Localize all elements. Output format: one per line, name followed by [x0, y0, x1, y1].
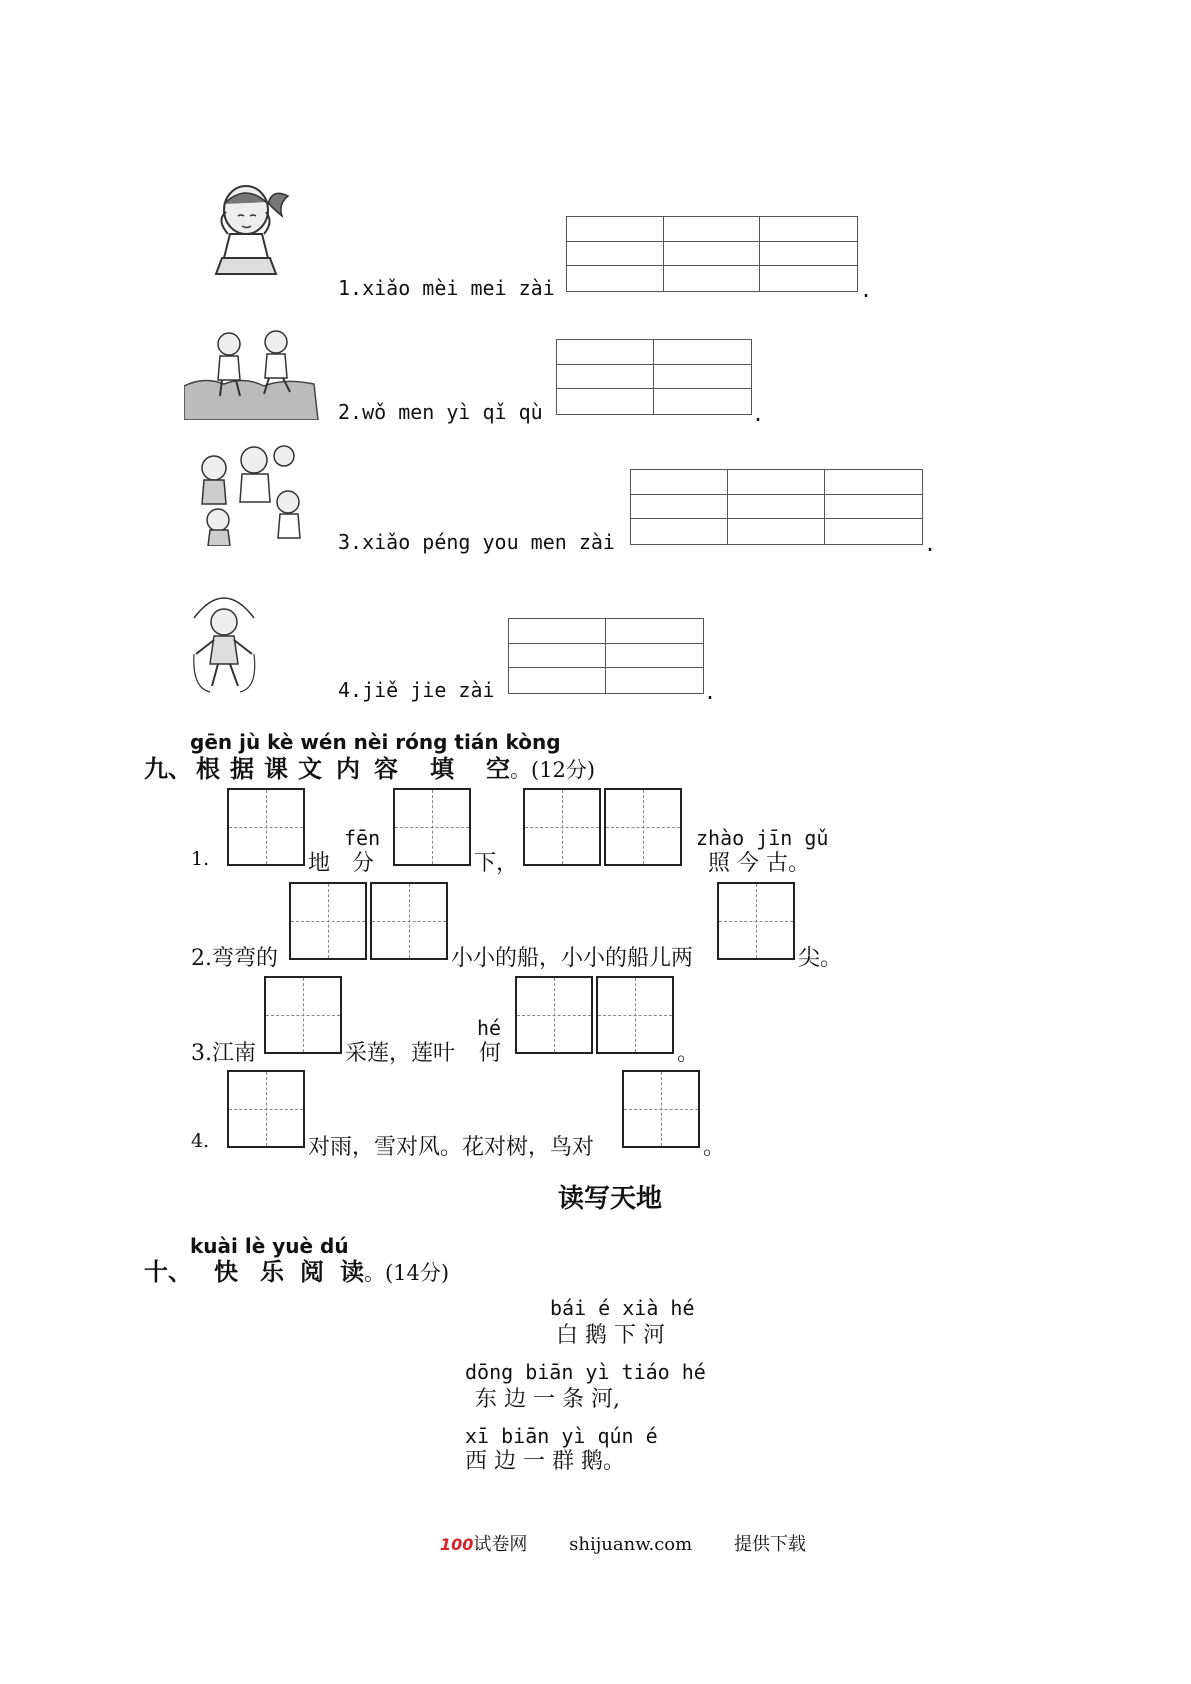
section10-pinyin: kuài lè yuè dú [190, 1234, 349, 1258]
section10-title [144, 1252, 449, 1287]
exercise-item-1-label: 1.xiǎo mèi mei zài [338, 276, 555, 300]
tianzige-box[interactable] [264, 976, 342, 1054]
answer-grid-1[interactable] [566, 216, 858, 292]
site-url[interactable]: shijuanw.com [569, 1534, 693, 1555]
tianzige-box[interactable] [596, 976, 674, 1054]
tianzige-box[interactable] [515, 976, 593, 1054]
q3-text: 何 [479, 1041, 502, 1066]
q1-pinyin-fen: fēn [344, 826, 381, 850]
poem-line-pinyin: bái é xià hé [550, 1296, 695, 1320]
tianzige-box[interactable] [717, 882, 795, 960]
q4-number: 4. [191, 1130, 210, 1152]
answer-grid-2[interactable] [556, 339, 752, 415]
tianzige-box[interactable] [604, 788, 682, 866]
q3-text: 。 [677, 1041, 700, 1066]
q4-text: 对雨，雪对风。花对树，鸟对 [308, 1135, 595, 1160]
q1-pinyin-zhao: zhào jīn gǔ [696, 826, 829, 850]
exercise-item-2-end: . [752, 402, 765, 426]
section9-score: 。(12分) [510, 758, 596, 782]
exercise-item-4-label: 4.jiě jie zài [338, 678, 495, 702]
site-logo: 100 [440, 1535, 474, 1554]
answer-grid-3[interactable] [630, 469, 923, 545]
section10-char: 快 [214, 1258, 238, 1286]
exercise-item-3-label: 3.xiǎo péng you men zài [338, 530, 615, 554]
section10-char: 阅 [300, 1258, 324, 1286]
site-name: 试卷网 [473, 1534, 528, 1555]
section9-char: 文 [298, 755, 322, 783]
answer-grid-4[interactable] [508, 618, 704, 694]
poem-line-text: 西 边 一 群 鹅。 [465, 1449, 625, 1474]
section9-char: 空 [486, 755, 510, 783]
tianzige-box[interactable] [289, 882, 367, 960]
children-playing-illustration [184, 442, 318, 546]
footer [440, 1530, 806, 1556]
section9-char: 填 [430, 755, 454, 783]
poem-line-text: 白 鹅 下 河 [556, 1323, 665, 1348]
tianzige-box[interactable] [370, 882, 448, 960]
q4-text: 。 [703, 1135, 726, 1160]
poem-line-text: 东 边 一 条 河, [475, 1387, 620, 1412]
exercise-item-4-end: . [704, 680, 717, 704]
download-note: 提供下载 [733, 1534, 806, 1555]
tianzige-box[interactable] [622, 1070, 700, 1148]
section9-char: 根 [196, 755, 220, 783]
tianzige-box[interactable] [523, 788, 601, 866]
section10-char: 读 [340, 1258, 364, 1286]
poem-line-pinyin: xī biān yì qún é [465, 1424, 658, 1448]
section10-number: 十、 [144, 1258, 192, 1286]
section9-number: 九、 [144, 755, 192, 783]
tianzige-box[interactable] [393, 788, 471, 866]
q1-number: 1. [191, 848, 210, 870]
q1-text: 分 [352, 851, 375, 876]
q2-text: 尖。 [798, 946, 843, 971]
exercise-item-3-end: . [924, 532, 937, 556]
tianzige-box[interactable] [227, 788, 305, 866]
exercise-item-2-label: 2.wǒ men yì qǐ qù [338, 400, 543, 424]
reading-heading: 读写天地 [558, 1184, 663, 1214]
q1-text: 照 今 古。 [708, 851, 810, 876]
q3-text: 采莲，莲叶 [345, 1041, 456, 1066]
exercise-item-1-end: . [860, 278, 873, 302]
poem-line-pinyin: dōng biān yì tiáo hé [465, 1360, 706, 1384]
section9-char: 据 [230, 755, 254, 783]
q2-text: 小小的船，小小的船儿两 [451, 946, 694, 971]
section9-char: 课 [264, 755, 288, 783]
q2-text: 2.弯弯的 [191, 946, 278, 971]
tianzige-box[interactable] [227, 1070, 305, 1148]
section10-score: 。(14分) [364, 1261, 450, 1285]
girl-jumping-rope-illustration [184, 588, 264, 700]
q1-text: 地 [308, 851, 331, 876]
section9-char: 内 [336, 755, 360, 783]
section10-char: 乐 [260, 1258, 284, 1286]
q3-pinyin-he: hé [477, 1016, 502, 1040]
q1-text: 下， [474, 851, 519, 876]
section9-char: 容 [374, 755, 398, 783]
section9-title [144, 749, 595, 784]
section9-pinyin: gēn jù kè wén nèi róng tián kòng [190, 730, 561, 754]
girl-on-phone-illustration [208, 182, 298, 280]
children-walking-illustration [184, 326, 324, 420]
q3-text: 3.江南 [191, 1041, 256, 1066]
